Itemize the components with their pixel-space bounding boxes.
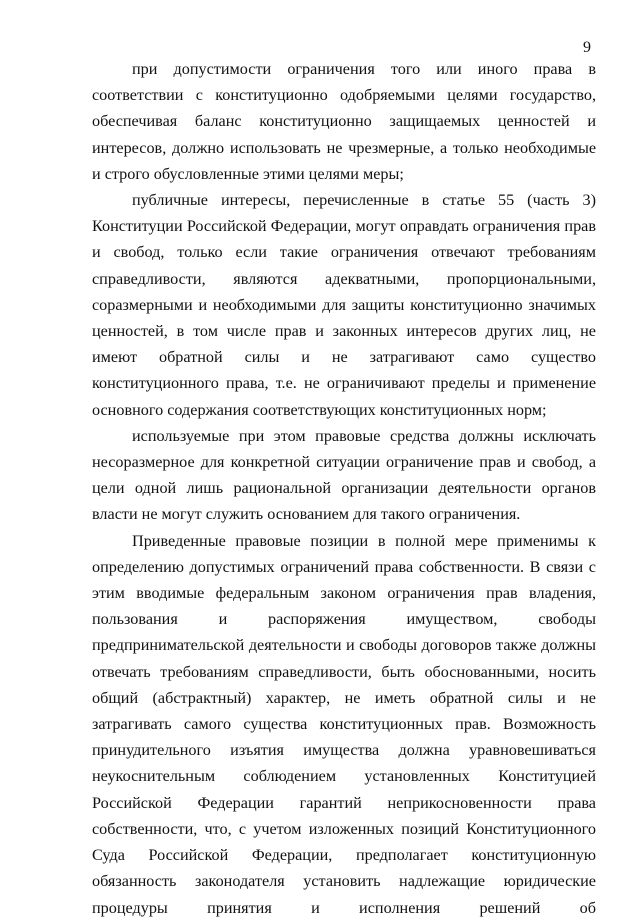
paragraph-1: при допустимости ограничения того или иного права в соответствии с конституционно одобряемыми целями государство, обеспечивая баланс конституционно защищаемых ценностей и интересов, должно использовать не чрезмерные, а только необходимые и строго обусловленные этими целями меры; [92, 60, 596, 183]
paragraph-3: используемые при этом правовые средства должны исключать несоразмерное для конкретной ситуации ограничение прав и свобод, а цели одной лишь рациональной организации деятельности органов власти не могут служить основанием для такого ограничения. [92, 426, 596, 524]
paragraph-4: Приведенные правовые позиции в полной мере применимы к определению допустимых ограничений права собственности. В связи с этим вводимые федеральным законом ограничения прав владения, пользования и распоряжения имуществом, свободы предпринимательской деятельности и свободы договоров также должны отвечать требованиям справедливости, быть обоснованными, носить общий (абстрактный) характер, не иметь обратной силы и не затрагивать самого существа конституционных прав. Возможность принудительного изъятия имущества должна уравновешиваться неукоснительным соблюдением установленных Конституцией Российской Федерации гарантий неприкосновенности права собственности, что, с учетом изложенных позиций Конституционного Суда Российской Федерации, предполагает конституционную обязанность законодателя установить надлежащие юридические процедуры принятия и исполнения решений об [92, 531, 596, 917]
document-body [92, 56, 596, 921]
paragraph-2: публичные интересы, перечисленные в статье 55 (часть 3) Конституции Российской Федерации, могут оправдать ограничения прав и свобод, только если такие ограничения отвечают требованиям справедливости, являются адекватными, пропорциональными, соразмерными и необходимыми для защиты конституционно значимых ценностей, в том числе прав и законных интересов других лиц, не имеют обратной силы и не затрагивают само существо конституционного права, т.е. не ограничивают пределы и применение основного содержания соответствующих конституционных норм; [92, 191, 596, 419]
page-number: 9 [583, 39, 591, 56]
